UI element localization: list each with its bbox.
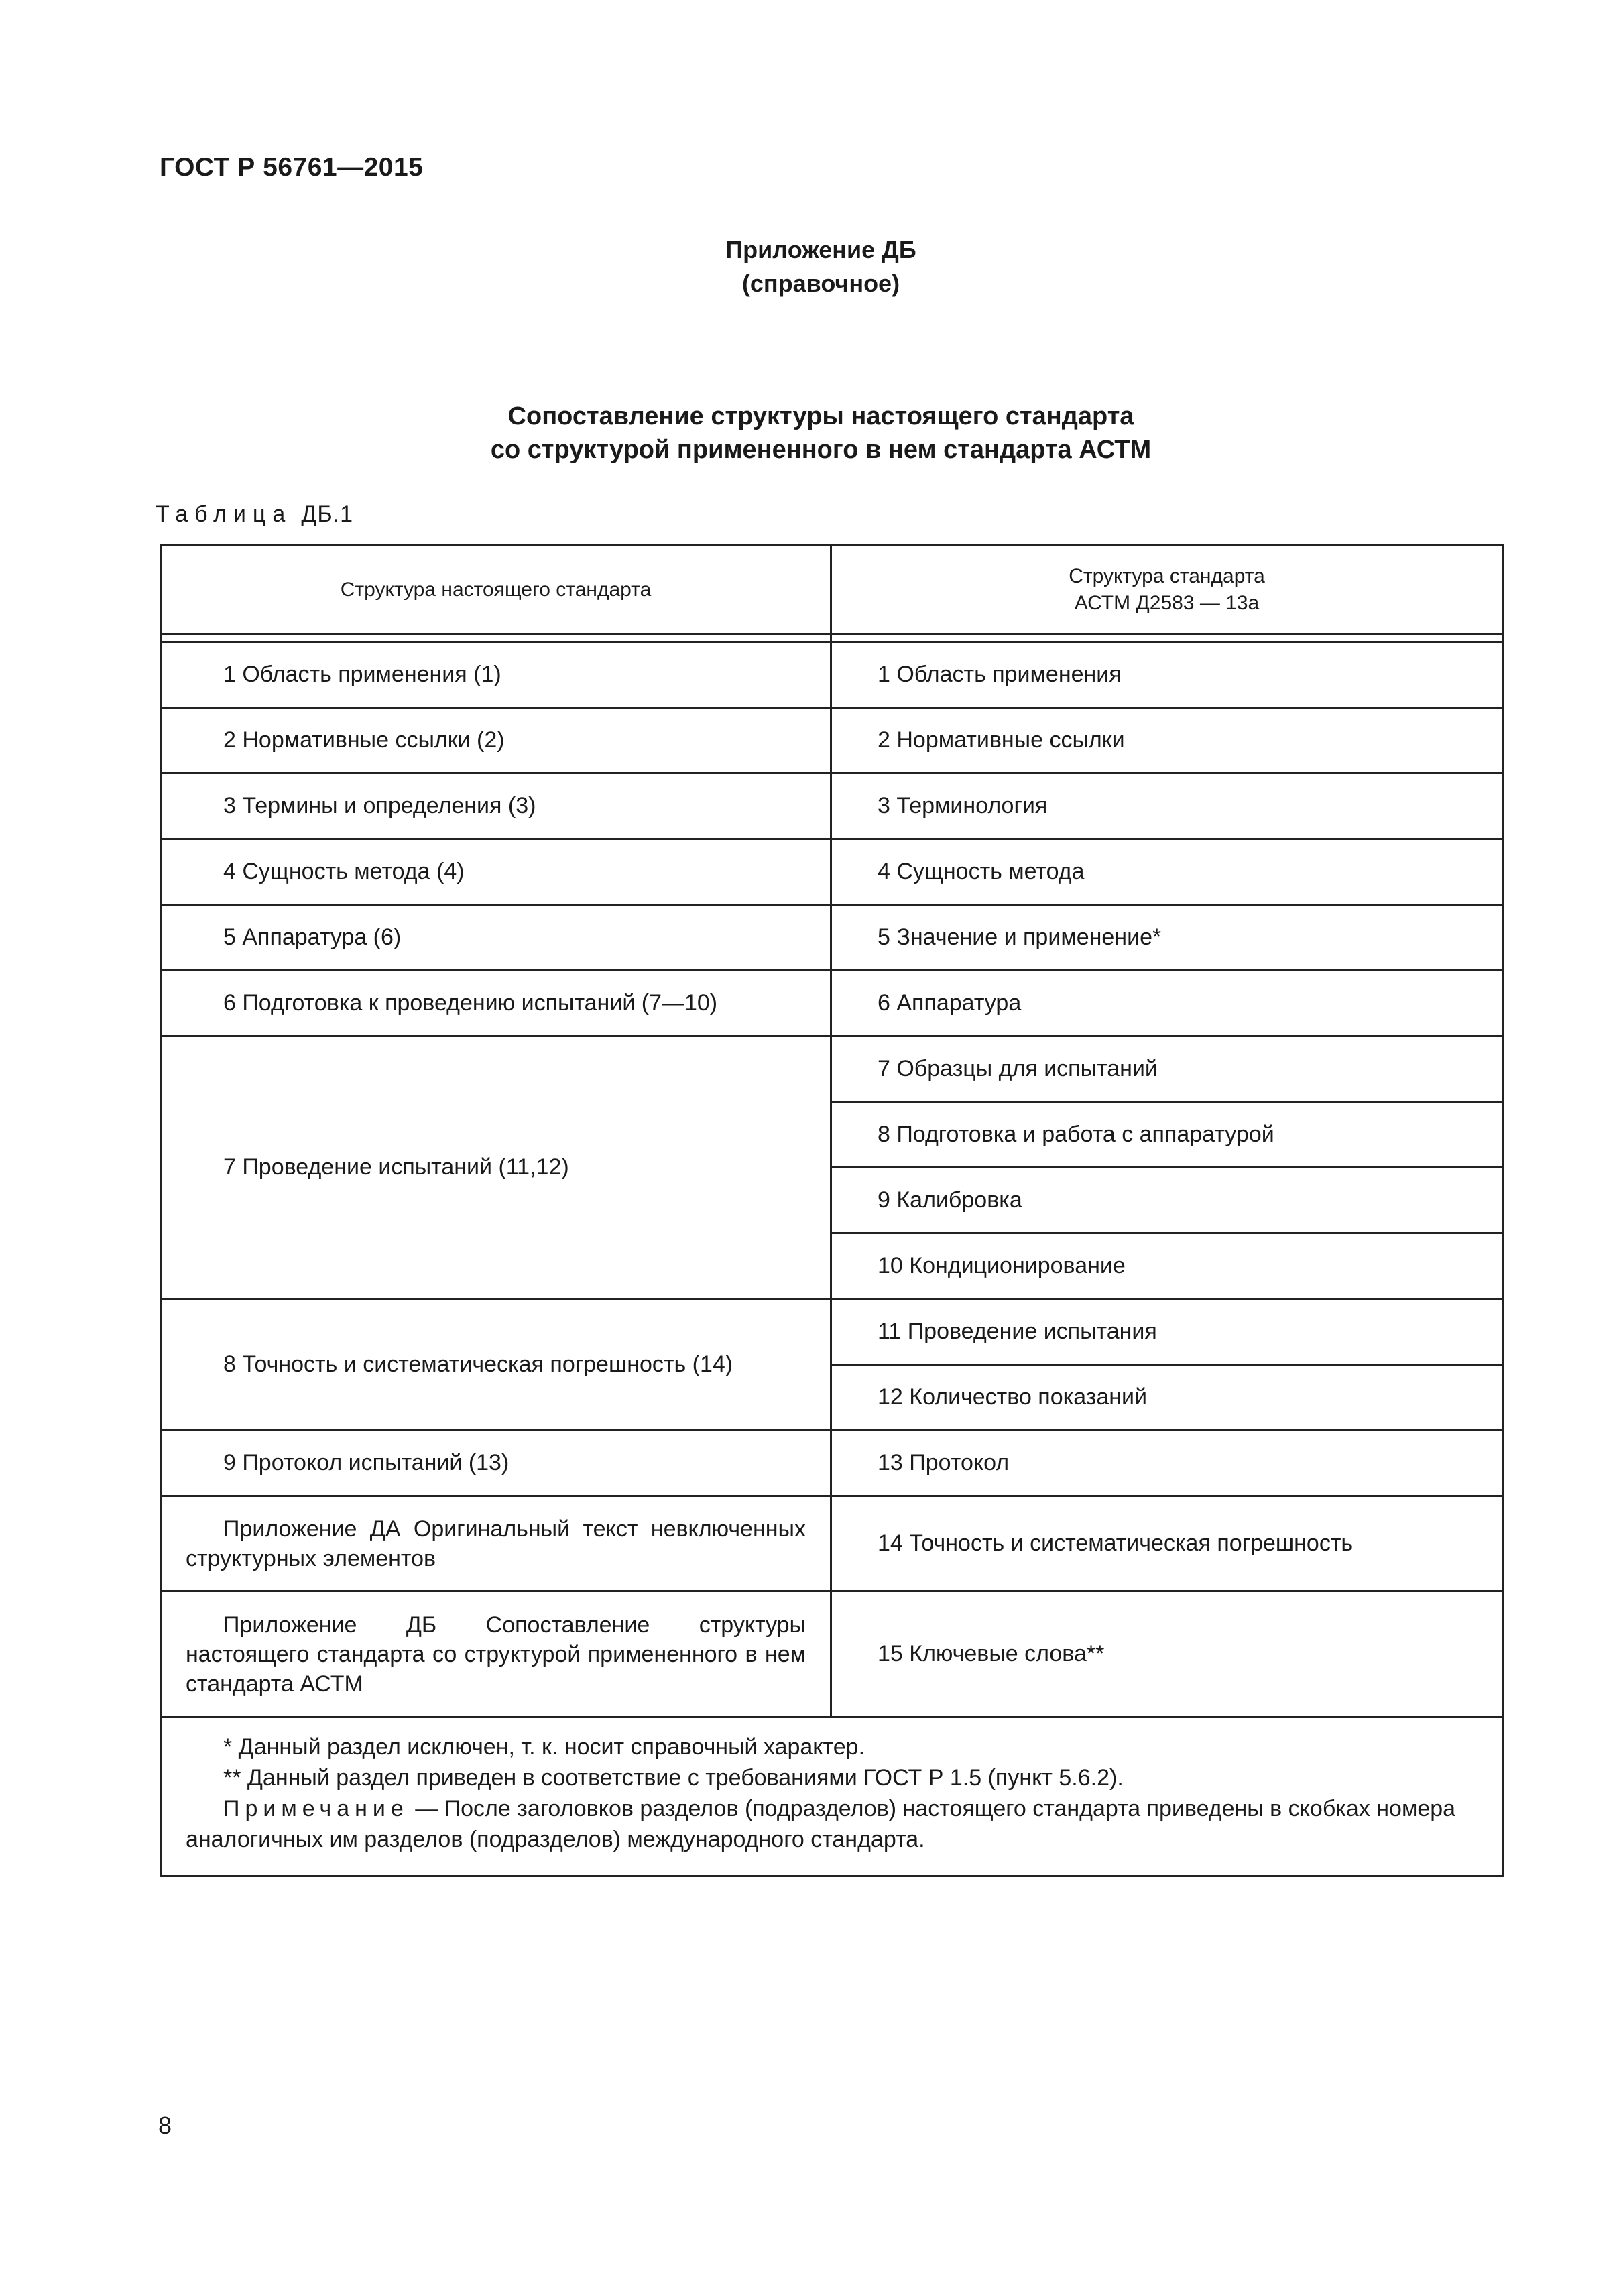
table-row (161, 1299, 1503, 1365)
note-text: — После заголовков разделов (подразделов) настоящего стандарта приведены в скобках номера аналогичных им разделов (подразделов) международного стандарта. (186, 1796, 1456, 1852)
table-caption (156, 501, 353, 528)
annex-kind: (справочное) (741, 269, 900, 297)
cell-right: 4 Сущность метода (831, 839, 1503, 905)
cell-right: 14 Точность и систематическая погрешность (831, 1496, 1503, 1591)
cell-right: 13 Протокол (831, 1431, 1503, 1496)
table-row (161, 1036, 1503, 1102)
table-row (161, 708, 1503, 774)
page-title-line-1: Сопоставление структуры настоящего стандарта (507, 402, 1134, 430)
cell-right: 10 Кондиционирование (831, 1233, 1503, 1299)
page-number: 8 (158, 2112, 172, 2139)
table-row (161, 642, 1503, 708)
header-astm-line-2: АСТМ Д2583 — 13а (1074, 591, 1260, 614)
cell-left: 5 Аппаратура (6) (161, 905, 831, 971)
table-notes-row (161, 1717, 1503, 1876)
cell-right: 15 Ключевые слова** (831, 1591, 1503, 1717)
structure-comparison-table (160, 544, 1504, 1877)
header-separator (161, 634, 1503, 642)
footnote-1: * Данный раздел исключен, т. к. носит справочный характер. (223, 1734, 865, 1760)
cell-right: 11 Проведение испытания (831, 1299, 1503, 1365)
note (186, 1793, 1478, 1855)
table-caption-word: Таблица (156, 501, 292, 527)
cell-left-merged: 7 Проведение испытаний (11,12) (161, 1036, 831, 1299)
annex-title: Приложение ДБ (725, 236, 916, 263)
annex-heading (0, 233, 1623, 300)
table-header-row (161, 546, 1503, 634)
table-row (161, 1496, 1503, 1591)
table-notes (161, 1717, 1503, 1876)
cell-right: 6 Аппаратура (831, 971, 1503, 1036)
cell-right: 9 Калибровка (831, 1168, 1503, 1233)
cell-right: 12 Количество показаний (831, 1365, 1503, 1431)
table-row (161, 971, 1503, 1036)
table-row (161, 1431, 1503, 1496)
cell-right: 3 Терминология (831, 774, 1503, 839)
cell-left: Приложение ДА Оригинальный текст невключенных структурных элементов (161, 1496, 831, 1591)
table-row (161, 839, 1503, 905)
page-title-line-2: со структурой примененного в нем стандарта АСТМ (490, 436, 1152, 464)
table-row (161, 905, 1503, 971)
header-astm-standard (831, 546, 1503, 634)
cell-left: 9 Протокол испытаний (13) (161, 1431, 831, 1496)
note-label: Примечание (223, 1796, 409, 1821)
header-astm-line-1: Структура стандарта (1069, 564, 1265, 587)
cell-left: Приложение ДБ Сопоставление структуры настоящего стандарта со структурой примененного в нем стандарта АСТМ (161, 1591, 831, 1717)
cell-right: 2 Нормативные ссылки (831, 708, 1503, 774)
cell-left-merged: 8 Точность и систематическая погрешность (14) (161, 1299, 831, 1431)
cell-left: 4 Сущность метода (4) (161, 839, 831, 905)
cell-right: 5 Значение и применение* (831, 905, 1503, 971)
cell-right: 8 Подготовка и работа с аппаратурой (831, 1102, 1503, 1168)
page-title (0, 400, 1623, 467)
cell-left: 6 Подготовка к проведению испытаний (7—10) (161, 971, 831, 1036)
cell-left: 3 Термины и определения (3) (161, 774, 831, 839)
cell-right: 1 Область применения (831, 642, 1503, 708)
table-row (161, 774, 1503, 839)
cell-left: 1 Область применения (1) (161, 642, 831, 708)
cell-right: 7 Образцы для испытаний (831, 1036, 1503, 1102)
document-code: ГОСТ Р 56761—2015 (160, 153, 424, 182)
table-row (161, 1591, 1503, 1717)
table-caption-number: ДБ.1 (301, 501, 354, 527)
cell-left: 2 Нормативные ссылки (2) (161, 708, 831, 774)
footnote-2: ** Данный раздел приведен в соответствие с требованиями ГОСТ Р 1.5 (пункт 5.6.2). (223, 1765, 1124, 1791)
header-this-standard: Структура настоящего стандарта (161, 546, 831, 634)
